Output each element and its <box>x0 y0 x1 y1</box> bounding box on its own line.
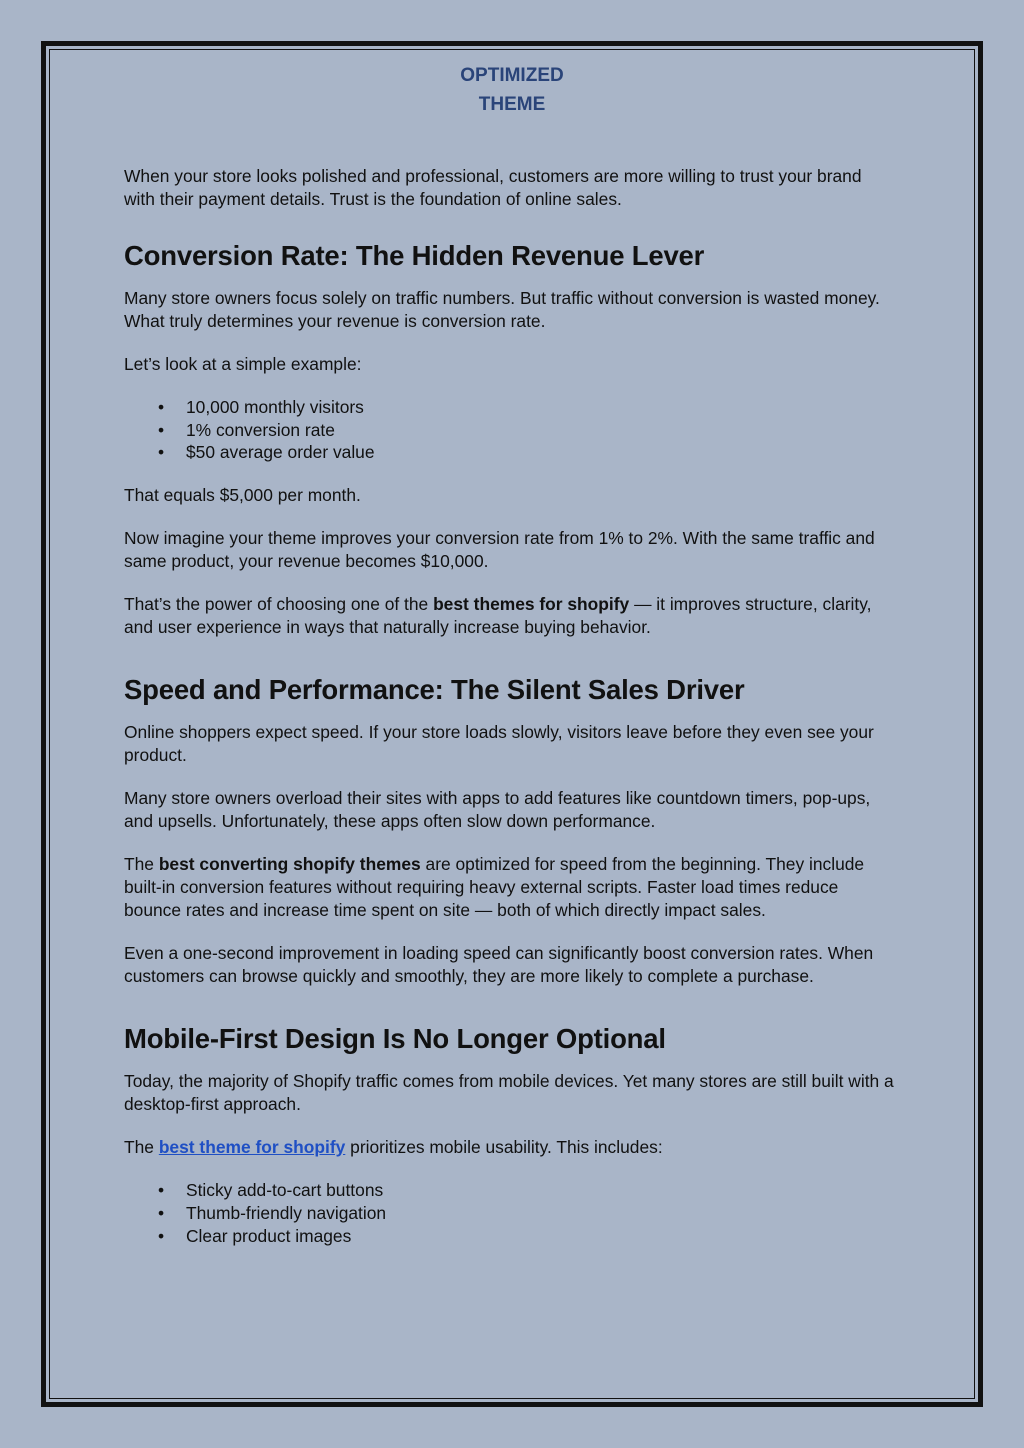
bold-phrase-best-converting: best converting shopify themes <box>158 854 421 875</box>
intro-paragraph: When your store looks polished and professional, customers are more willing to trust your brand with their payment details. Trust is the foundation of online sales. <box>124 166 862 209</box>
mobile-paragraph-2-end: prioritizes mobile usability. This includes: <box>345 1137 663 1158</box>
list-item: • 10,000 monthly visitors <box>186 396 894 419</box>
speed-paragraph-1: Online shoppers expect speed. If your store loads slowly, visitors leave before they even see your product. <box>124 722 874 766</box>
page-title-line-2: THEME <box>478 94 546 115</box>
page-title <box>0 61 1024 119</box>
mobile-features-list <box>124 1179 894 1247</box>
conversion-paragraph-2: Let’s look at a simple example: <box>124 354 362 374</box>
document-body <box>124 165 894 1267</box>
speed-paragraph-3-start: The <box>124 854 159 875</box>
list-item: • 1% conversion rate <box>186 419 894 442</box>
mobile-paragraph-2-start: The <box>124 1137 159 1158</box>
mobile-paragraph-2 <box>124 1136 894 1159</box>
section-heading-speed: Speed and Performance: The Silent Sales Driver <box>124 674 745 706</box>
page-title-line-1: OPTIMIZED <box>460 65 564 86</box>
example-list <box>124 396 894 464</box>
conversion-paragraph-4: Now imagine your theme improves your conversion rate from 1% to 2%. With the same traffic and same product, your revenue becomes $10,000. <box>124 528 875 572</box>
best-theme-link[interactable]: best theme for shopify <box>158 1137 346 1158</box>
list-item: • Thumb-friendly navigation <box>186 1202 894 1225</box>
conversion-paragraph-5-end: — it improves structure, clarity, and user experience in ways that naturally increase buying behavior. <box>124 594 872 638</box>
list-item: • $50 average order value <box>186 441 894 464</box>
mobile-paragraph-1: Today, the majority of Shopify traffic comes from mobile devices. Yet many stores are still built with a desktop-first approach. <box>124 1071 894 1115</box>
list-item: • Clear product images <box>186 1225 894 1248</box>
section-heading-mobile-first: Mobile-First Design Is No Longer Optional <box>124 1023 666 1055</box>
conversion-paragraph-5 <box>124 593 894 639</box>
speed-paragraph-2: Many store owners overload their sites with apps to add features like countdown timers, pop-ups, and upsells. Unfortunately, these apps often slow down performance. <box>124 788 871 832</box>
speed-paragraph-3-end: are optimized for speed from the beginning. They include built-in conversion features without requiring heavy external scripts. Faster load times reduce bounce rates and increase time spent on site — both of which directly impact sales. <box>124 854 865 921</box>
bold-phrase-best-themes: best themes for shopify <box>433 594 630 615</box>
conversion-paragraph-5-start: That’s the power of choosing one of the <box>124 594 434 615</box>
speed-paragraph-4: Even a one-second improvement in loading speed can significantly boost conversion rates. When customers can browse quickly and smoothly, they are more likely to complete a purchase. <box>124 943 874 987</box>
list-item: • Sticky add-to-cart buttons <box>186 1179 894 1202</box>
speed-paragraph-3 <box>124 853 894 922</box>
conversion-paragraph-1: Many store owners focus solely on traffic numbers. But traffic without conversion is wasted money. What truly determines your revenue is conversion rate. <box>124 288 880 331</box>
conversion-paragraph-3: That equals $5,000 per month. <box>124 485 361 506</box>
section-heading-conversion-rate: Conversion Rate: The Hidden Revenue Lever <box>124 240 705 271</box>
